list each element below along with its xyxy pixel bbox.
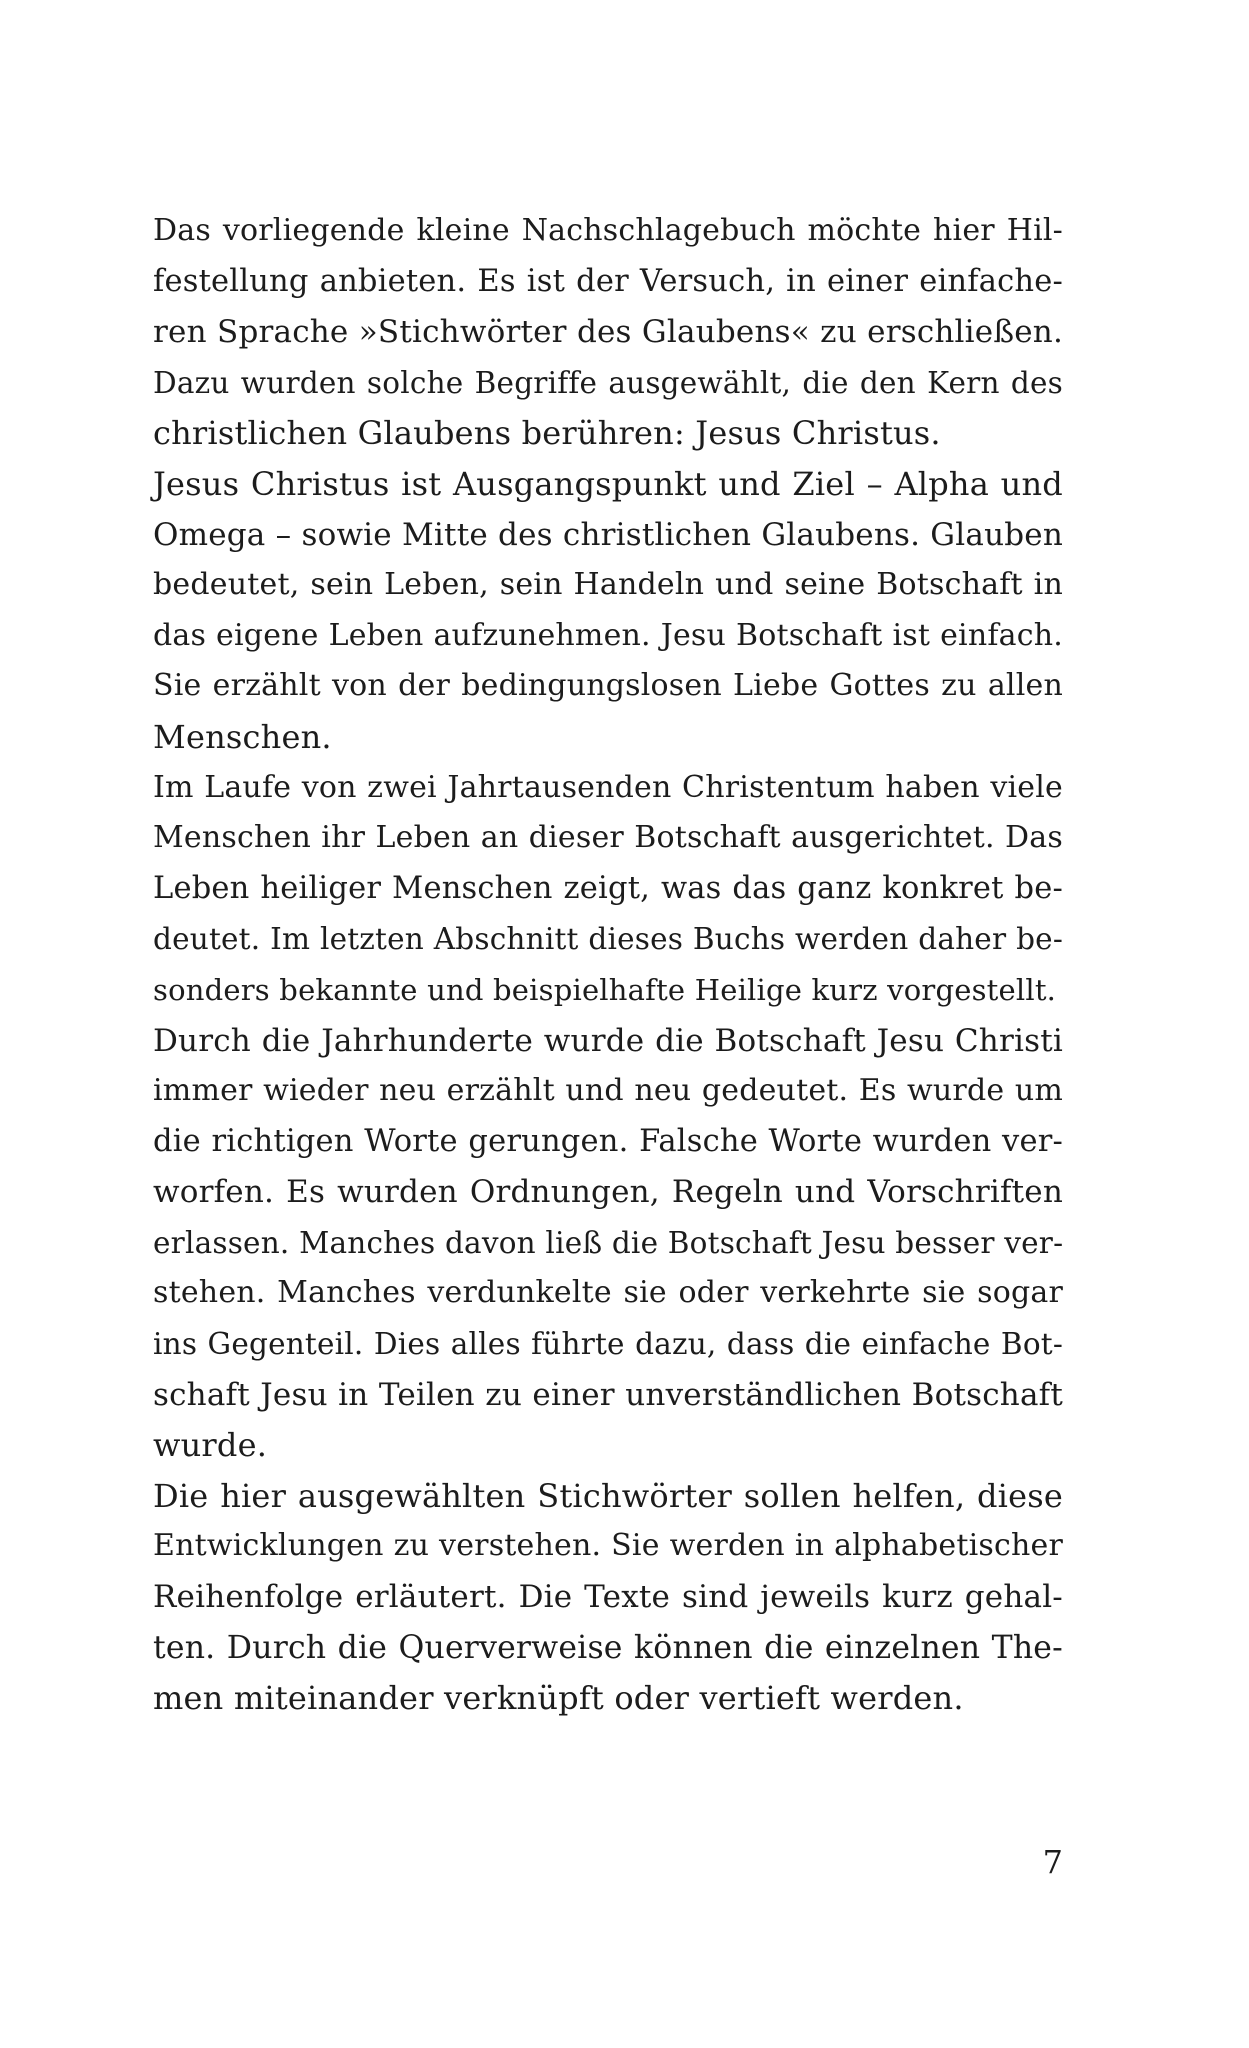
paragraph-3 (153, 763, 1063, 1016)
text-line: ten. Durch die Querverweise können die einzelnen The- (153, 1629, 1063, 1666)
text-line: Sie erzählt von der bedingungslosen Liebe Gottes zu allen (153, 668, 1063, 704)
page-number: 7 (1042, 1843, 1063, 1881)
text-line: Im Laufe von zwei Jahrtausenden Christentum haben viele (153, 769, 1063, 805)
text-line: Reihenfolge erläutert. Die Texte sind jeweils kurz gehal- (153, 1579, 1063, 1616)
text-line: Menschen ihr Leben an dieser Botschaft ausgerichtet. Das (153, 820, 1063, 856)
text-line: das eigene Leben aufzunehmen. Jesu Botschaft ist einfach. (153, 617, 1063, 653)
text-line: immer wieder neu erzählt und neu gedeutet. Es wurde um (153, 1073, 1063, 1109)
body-text (153, 206, 1063, 1724)
paragraph-4 (153, 1016, 1063, 1471)
text-line: die richtigen Worte gerungen. Falsche Worte wurden ver- (153, 1123, 1063, 1159)
text-line: ins Gegenteil. Dies alles führte dazu, dass die einfache Bot- (153, 1327, 1063, 1362)
text-line: schaft Jesu in Teilen zu einer unverständlichen Botschaft (153, 1376, 1063, 1413)
text-line: men miteinander verknüpft oder vertieft werden. (153, 1679, 964, 1718)
text-line: christlichen Glaubens berühren: Jesus Christus. (153, 414, 941, 453)
paragraph-2 (153, 459, 1063, 763)
paragraph-5 (153, 1471, 1063, 1724)
text-line: Leben heiliger Menschen zeigt, was das ganz konkret be- (153, 870, 1063, 906)
text-line: sonders bekannte und beispielhafte Heilige kurz vorgestellt. (153, 972, 1057, 1007)
text-line: festellung anbieten. Es ist der Versuch, in einer einfache- (153, 263, 1063, 299)
text-line: Dazu wurden solche Begriffe ausgewählt, die den Kern des (153, 365, 1063, 400)
text-line: deutet. Im letzten Abschnitt dieses Buchs werden daher be- (153, 922, 1063, 957)
text-line: Die hier ausgewählten Stichwörter sollen helfen, diese (153, 1476, 1063, 1515)
text-line: erlassen. Manches davon ließ die Botschaft Jesu besser ver- (153, 1225, 1064, 1260)
text-line: Menschen. (153, 717, 332, 756)
text-line: Entwicklungen zu verstehen. Sie werden in alphabetischer (153, 1528, 1063, 1564)
text-line: Das vorliegende kleine Nachschlagebuch möchte hier Hil- (153, 213, 1063, 248)
text-line: Jesus Christus ist Ausgangspunkt und Ziel – Alpha und (153, 464, 1063, 503)
text-line: Durch die Jahrhunderte wurde die Botschaft Jesu Christi (153, 1022, 1063, 1059)
text-line: ren Sprache »Stichwörter des Glaubens« zu erschließen. (153, 314, 1063, 351)
text-line: wurde. (153, 1426, 268, 1465)
text-line: worfen. Es wurden Ordnungen, Regeln und Vorschriften (153, 1174, 1063, 1211)
text-line: bedeutet, sein Leben, sein Handeln und seine Botschaft in (153, 567, 1063, 603)
text-line: stehen. Manches verdunkelte sie oder verkehrte sie sogar (153, 1275, 1063, 1311)
text-line: Omega – sowie Mitte des christlichen Glaubens. Glauben (153, 516, 1063, 553)
paragraph-1 (153, 206, 1063, 459)
